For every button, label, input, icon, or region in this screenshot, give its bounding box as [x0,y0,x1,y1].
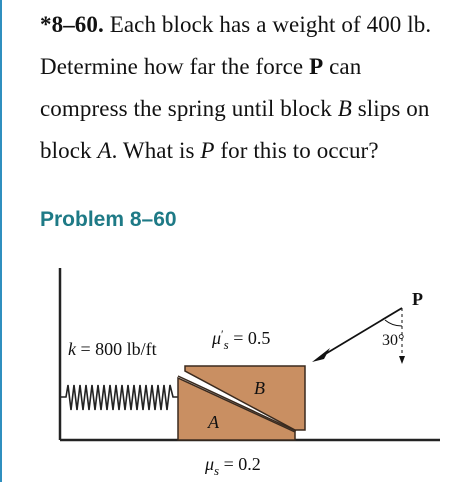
spring [60,385,178,410]
problem-line-2-text-b: can [323,54,362,79]
block-symbol-b: B [337,96,352,121]
problem-line-4-text-c: for this to occur? [214,138,379,163]
mu-prime-label: $\mu'_s = 0.5$ [212,327,271,352]
problem-line-4-text-b: . What is [111,138,201,163]
problem-line-2-text-a: Determine how far the force [40,54,310,79]
angle-label: 30° [382,332,405,349]
mu-label: $\mu_s = 0.2$ [205,454,261,478]
force-p-arrowhead [312,348,330,362]
problem-line-1-text: Each block has a weight of 400 lb. [109,12,432,37]
force-symbol-p: P [309,54,324,79]
angle-arc [385,320,402,326]
block-a-label: A [208,412,219,432]
reference-arrowhead [399,356,405,364]
spring-constant-label: k = 800 lb/ft [68,339,157,359]
problem-line-4-text-a: block [40,138,98,163]
force-p-label: P [412,289,423,309]
figure-caption: Problem 8–60 [40,208,177,231]
problem-line-3-text-b: slips on [351,96,430,121]
problem-number: *8–60. [40,12,104,37]
force-symbol-p-italic: P [200,138,215,163]
block-symbol-a: A [97,138,112,163]
problem-line-3-text-a: compress the spring until block [40,96,338,121]
block-b-label: B [254,378,265,398]
